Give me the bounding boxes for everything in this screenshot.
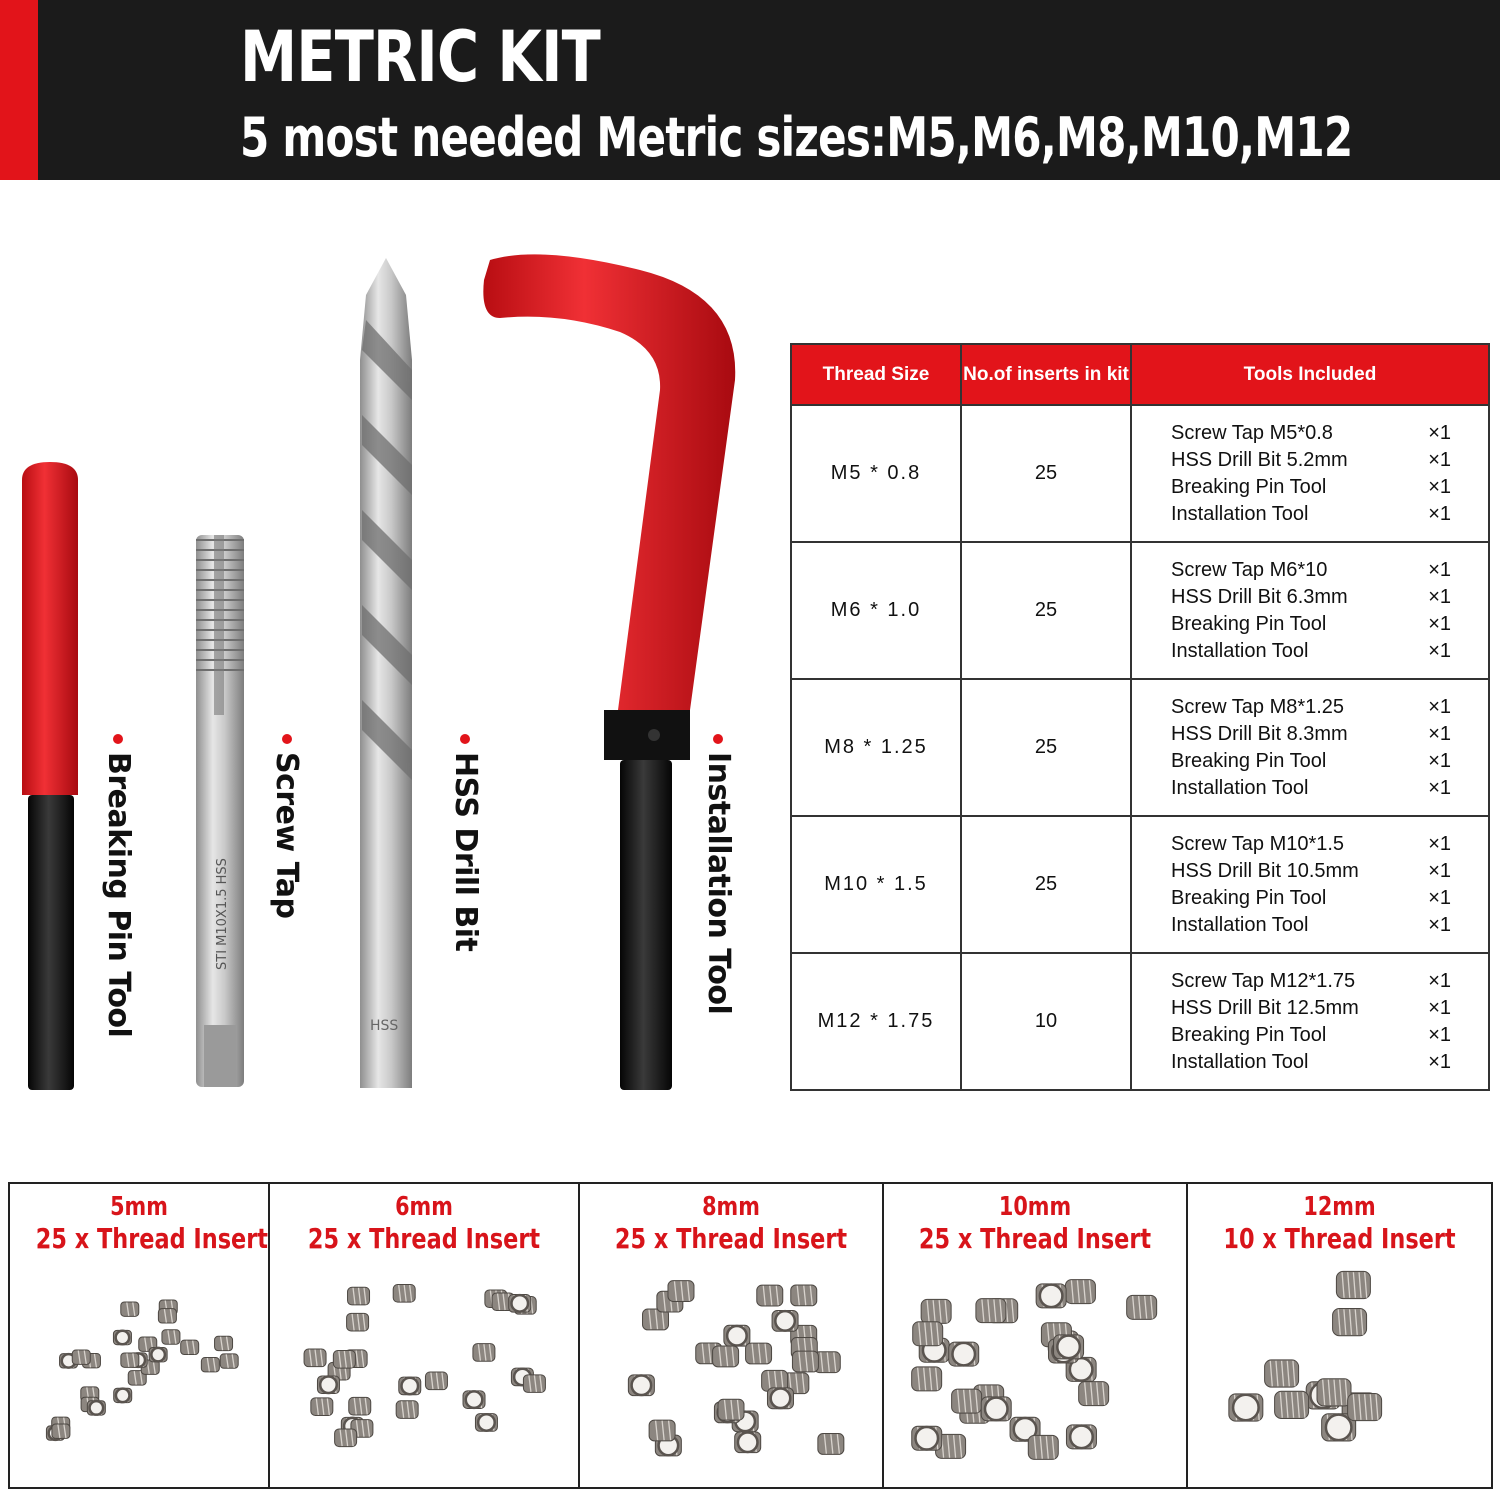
- tool-line: Screw Tap M5*0.8 ×1: [1171, 421, 1451, 444]
- thread-insert-coil: [333, 1351, 355, 1369]
- tools-cell: [1131, 816, 1489, 953]
- thread-insert-coil: [1065, 1280, 1095, 1304]
- thread-size-cell: M5 * 0.8: [791, 405, 961, 542]
- thread-size-cell: M10 * 1.5: [791, 816, 961, 953]
- table-header-row: [791, 344, 1489, 405]
- thread-insert-coil: [735, 1432, 761, 1453]
- thread-size-cell: M6 * 1.0: [791, 542, 961, 679]
- tool-line: Installation Tool ×1: [1171, 776, 1451, 799]
- thread-insert-pile-image: [884, 1264, 1186, 1484]
- inserts-cell: 10: [961, 953, 1131, 1090]
- thread-insert-coil: [1333, 1309, 1367, 1336]
- thread-insert-coil: [149, 1347, 167, 1361]
- tool-line: HSS Drill Bit 12.5mm ×1: [1171, 996, 1451, 1019]
- inserts-cell: 25: [961, 816, 1131, 953]
- tap-engraving: STI M10X1.5 HSS: [215, 858, 230, 970]
- tools-cell: [1131, 679, 1489, 816]
- thread-insert-coil: [772, 1310, 798, 1331]
- bullet-dot: [460, 734, 470, 744]
- screw-tap-image: [196, 535, 244, 1087]
- tool-line: Breaking Pin Tool ×1: [1171, 749, 1451, 772]
- thread-insert-pile-image: [270, 1264, 578, 1484]
- thread-insert-coil: [981, 1397, 1011, 1421]
- thread-insert-coil: [335, 1429, 357, 1447]
- thread-insert-coil: [746, 1343, 772, 1364]
- thread-insert-coil: [791, 1285, 817, 1306]
- spec-table: [790, 343, 1490, 1091]
- thread-insert-coil: [393, 1285, 415, 1303]
- thread-insert-coil: [818, 1434, 844, 1455]
- tool-line: Breaking Pin Tool ×1: [1171, 886, 1451, 909]
- thread-insert-pile-image: [580, 1264, 882, 1484]
- tool-line: Screw Tap M10*1.5 ×1: [1171, 832, 1451, 855]
- thread-insert-coil: [913, 1322, 943, 1346]
- thread-insert-coil: [399, 1377, 421, 1395]
- thread-insert-coil: [1127, 1295, 1157, 1319]
- thread-insert-coil: [757, 1285, 783, 1306]
- thread-insert-pile-image: [10, 1264, 268, 1484]
- header-banner: [0, 0, 1500, 180]
- page-title: METRIC KIT: [240, 16, 600, 98]
- thread-insert-coil: [114, 1388, 132, 1402]
- insert-count: 25 x Thread Insert: [35, 1222, 269, 1255]
- tools-cell: [1131, 405, 1489, 542]
- thread-insert-coil: [317, 1376, 339, 1394]
- bullet-dot: [282, 734, 292, 744]
- thread-insert-coil: [201, 1358, 219, 1372]
- thread-insert-coil: [523, 1375, 545, 1393]
- thread-insert-coil: [921, 1299, 951, 1323]
- thread-insert-coil: [1348, 1393, 1382, 1420]
- table-row: [791, 953, 1489, 1090]
- insert-size: 10mm: [998, 1192, 1072, 1222]
- table-row: [791, 816, 1489, 953]
- thread-insert-coil: [1054, 1335, 1084, 1359]
- thread-insert-coil: [425, 1372, 447, 1390]
- insert-count: 25 x Thread Insert: [307, 1222, 541, 1255]
- thread-insert-coil: [220, 1354, 238, 1368]
- thread-insert-coil: [215, 1336, 233, 1350]
- thread-insert-coil: [912, 1367, 942, 1391]
- thread-insert-coil: [396, 1401, 418, 1419]
- insert-cell-10mm: [884, 1184, 1188, 1487]
- thread-insert-coil: [1336, 1271, 1370, 1298]
- insert-size: 5mm: [110, 1192, 168, 1222]
- thread-insert-coil: [121, 1353, 139, 1367]
- screw-tap-label: Screw Tap: [269, 752, 304, 919]
- installation-tool-label: Installation Tool: [701, 752, 736, 1015]
- thread-size-cell: M12 * 1.75: [791, 953, 961, 1090]
- thread-insert-coil: [1275, 1391, 1309, 1418]
- thread-insert-coil: [1229, 1394, 1263, 1421]
- thread-insert-coil: [475, 1414, 497, 1432]
- thread-insert-coil: [1036, 1284, 1066, 1308]
- thread-insert-coil: [473, 1344, 495, 1362]
- thread-insert-coil: [1028, 1435, 1058, 1459]
- insert-size: 8mm: [702, 1192, 760, 1222]
- thread-insert-coil: [1079, 1382, 1109, 1406]
- insert-count: 25 x Thread Insert: [918, 1222, 1152, 1255]
- thread-insert-coil: [1265, 1360, 1299, 1387]
- thread-insert-coil: [767, 1388, 793, 1409]
- insert-size: 6mm: [395, 1192, 453, 1222]
- thread-insert-pile-image: [1188, 1264, 1491, 1484]
- tool-line: Installation Tool ×1: [1171, 1050, 1451, 1073]
- thread-insert-coil: [668, 1281, 694, 1302]
- banner-accent-stripe: [0, 0, 38, 180]
- tool-line: Screw Tap M6*10 ×1: [1171, 558, 1451, 581]
- thread-insert-coil: [349, 1397, 371, 1415]
- tool-line: Screw Tap M8*1.25 ×1: [1171, 695, 1451, 718]
- thread-insert-coil: [311, 1398, 333, 1416]
- thread-insert-coil: [348, 1287, 370, 1305]
- tool-line: Installation Tool ×1: [1171, 502, 1451, 525]
- thread-insert-coil: [952, 1389, 982, 1413]
- thread-insert-coil: [347, 1313, 369, 1331]
- thread-insert-coil: [792, 1351, 818, 1372]
- tool-line: HSS Drill Bit 8.3mm ×1: [1171, 722, 1451, 745]
- inserts-cell: 25: [961, 405, 1131, 542]
- drill-engraving: HSS: [370, 1018, 399, 1034]
- insert-count: 10 x Thread Insert: [1223, 1222, 1456, 1255]
- breaking-pin-label: Breaking Pin Tool: [101, 752, 136, 1038]
- header-tools: Tools Included: [1131, 344, 1489, 405]
- thread-insert-coil: [724, 1325, 750, 1346]
- thread-insert-coil: [713, 1346, 739, 1367]
- insert-cell-12mm: [1188, 1184, 1491, 1487]
- thread-insert-coil: [1317, 1379, 1351, 1406]
- thread-insert-coil: [649, 1420, 675, 1441]
- thread-insert-coil: [1066, 1425, 1096, 1449]
- breaking-pin-tool-image: [22, 462, 78, 1090]
- inserts-cell: 25: [961, 542, 1131, 679]
- table-row: [791, 405, 1489, 542]
- tool-line: Screw Tap M12*1.75 ×1: [1171, 969, 1451, 992]
- inserts-cell: 25: [961, 679, 1131, 816]
- tool-line: HSS Drill Bit 5.2mm ×1: [1171, 448, 1451, 471]
- thread-insert-coil: [162, 1330, 180, 1344]
- bullet-dot: [113, 734, 123, 744]
- thread-insert-coil: [628, 1375, 654, 1396]
- insert-cell-6mm: [270, 1184, 580, 1487]
- bullet-dot: [713, 734, 723, 744]
- insert-cell-8mm: [580, 1184, 884, 1487]
- tools-cell: [1131, 542, 1489, 679]
- header-inserts: No.of inserts in kit: [961, 344, 1131, 405]
- thread-insert-coil: [976, 1299, 1006, 1323]
- thread-insert-coil: [304, 1349, 326, 1367]
- tool-line: Installation Tool ×1: [1171, 913, 1451, 936]
- tool-line: Installation Tool ×1: [1171, 639, 1451, 662]
- drill-bit-label: HSS Drill Bit: [448, 752, 483, 952]
- thread-insert-coil: [52, 1424, 70, 1438]
- table-row: [791, 679, 1489, 816]
- thread-insert-coil: [181, 1340, 199, 1354]
- tool-line: HSS Drill Bit 10.5mm ×1: [1171, 859, 1451, 882]
- insert-cell-5mm: [10, 1184, 270, 1487]
- thread-inserts-panel: [8, 1182, 1493, 1489]
- tool-line: Breaking Pin Tool ×1: [1171, 475, 1451, 498]
- tools-cell: [1131, 953, 1489, 1090]
- drill-bit-image: [360, 258, 412, 1088]
- thread-insert-coil: [949, 1342, 979, 1366]
- thread-size-cell: M8 * 1.25: [791, 679, 961, 816]
- thread-insert-coil: [158, 1309, 176, 1323]
- thread-insert-coil: [912, 1426, 942, 1450]
- header-thread-size: Thread Size: [791, 344, 961, 405]
- thread-insert-coil: [87, 1401, 105, 1415]
- insert-size: 12mm: [1303, 1192, 1376, 1222]
- table-row: [791, 542, 1489, 679]
- tool-line: Breaking Pin Tool ×1: [1171, 612, 1451, 635]
- thread-insert-coil: [509, 1295, 531, 1313]
- thread-insert-coil: [463, 1391, 485, 1409]
- tool-line: HSS Drill Bit 6.3mm ×1: [1171, 585, 1451, 608]
- insert-count: 25 x Thread Insert: [614, 1222, 848, 1255]
- thread-insert-coil: [113, 1330, 131, 1344]
- thread-insert-coil: [72, 1350, 90, 1364]
- page-subtitle: 5 most needed Metric sizes:M5,M6,M8,M10,M12: [240, 106, 1353, 169]
- tool-line: Breaking Pin Tool ×1: [1171, 1023, 1451, 1046]
- thread-insert-coil: [121, 1302, 139, 1316]
- thread-insert-coil: [718, 1399, 744, 1420]
